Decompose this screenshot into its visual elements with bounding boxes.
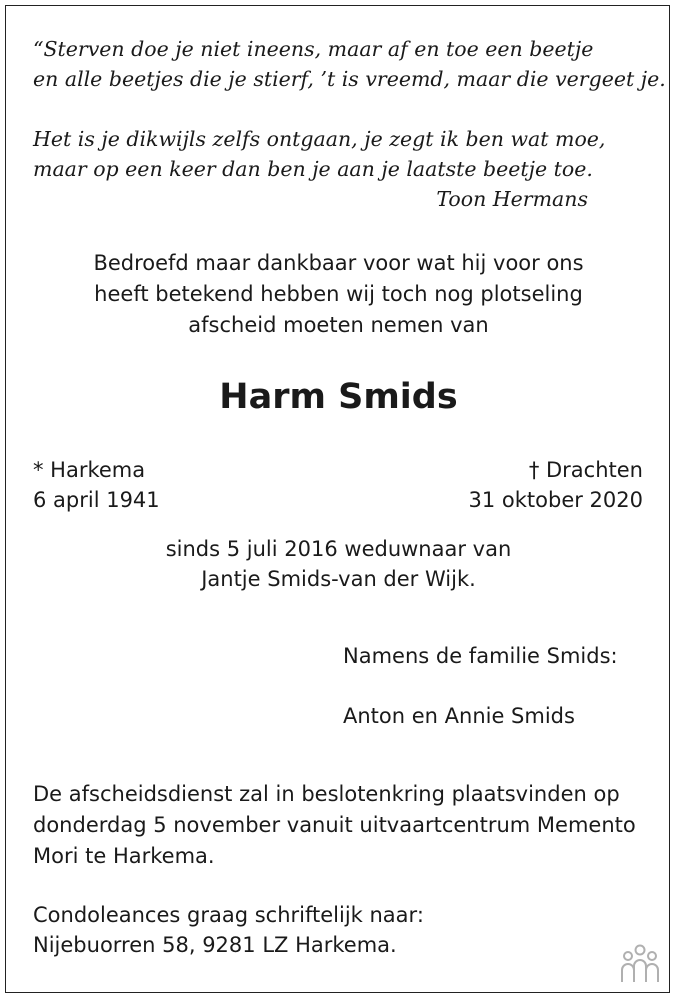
birth-date: 6 april 1941 [33, 488, 160, 512]
widower-line-1: sinds 5 juli 2016 weduwnaar van [165, 537, 512, 561]
family-names: Anton en Annie Smids [343, 704, 575, 728]
deceased-name: Harm Smids [219, 377, 458, 417]
birth-place: * Harkema [33, 458, 146, 482]
death-date: 31 oktober 2020 [468, 488, 643, 512]
poem-line-4: maar op een keer dan ben je aan je laatste beetje toe. [33, 157, 593, 181]
service-line-2: donderdag 5 november vanuit uitvaartcentrum Memento [33, 813, 636, 837]
service-line-1: De afscheidsdienst zal in beslotenkring plaatsvinden op [33, 782, 620, 806]
condolences-line-2: Nijebuorren 58, 9281 LZ Harkema. [33, 933, 397, 957]
poem-line-1: “Sterven doe je niet ineens, maar af en toe een beetje [33, 37, 594, 61]
family-figures-icon [618, 944, 662, 986]
intro-line-2: heeft betekend hebben wij toch nog plotseling [94, 282, 583, 306]
widower-line-2: Jantje Smids-van der Wijk. [201, 567, 476, 591]
poem-line-2: en alle beetjes die je stierf, ’t is vreemd, maar die vergeet je. [33, 67, 666, 91]
intro-line-3: afscheid moeten nemen van [188, 313, 489, 337]
intro-line-1: Bedroefd maar dankbaar voor wat hij voor ons [93, 251, 584, 275]
poem-line-3: Het is je dikwijls zelfs ontgaan, je zegt ik ben wat moe, [33, 127, 606, 151]
condolences-line-1: Condoleances graag schriftelijk naar: [33, 903, 424, 927]
poem-author: Toon Hermans [436, 187, 588, 211]
family-on-behalf: Namens de familie Smids: [343, 644, 618, 668]
service-line-3: Mori te Harkema. [33, 844, 215, 868]
death-place: † Drachten [528, 458, 643, 482]
